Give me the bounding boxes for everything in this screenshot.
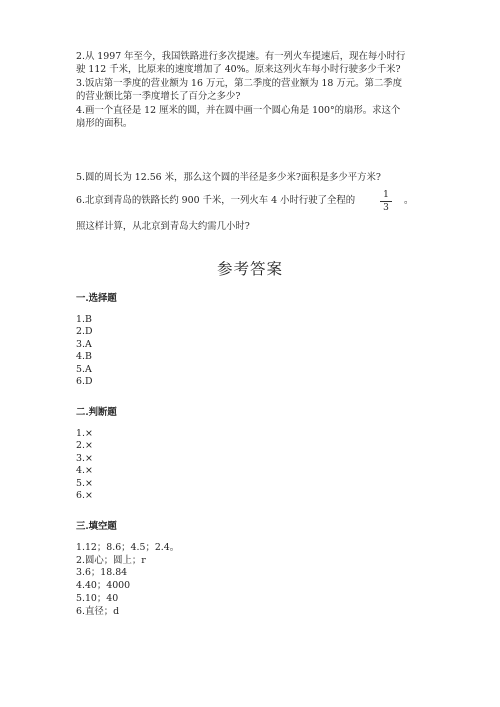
section-heading-judgement: 二.判断题 (76, 407, 117, 418)
question-2-line-2: 驶 112 千米，比原来的速度增加了 40%。原来这列火车每小时行驶多少千米? (76, 64, 401, 75)
question-5: 5.圆的周长为 12.56 米，那么这个圆的半径是多少米?面积是多少平方米? (76, 172, 381, 183)
answer-item: 6.D (76, 376, 93, 387)
answer-item: 3.× (76, 453, 93, 464)
fraction-denominator: 3 (383, 203, 389, 213)
answer-title: 参考答案 (216, 260, 283, 278)
fraction-numerator: 1 (383, 190, 389, 200)
answer-item: 3.A (76, 339, 92, 350)
section-heading-fill-blank: 三.填空题 (76, 521, 117, 532)
answer-item: 6.直径；d (76, 606, 120, 617)
answer-item: 4.× (76, 465, 93, 476)
question-4-line-2: 扇形的面积。 (76, 118, 133, 129)
answer-item: 3.6；18.84 (76, 567, 128, 578)
answer-item: 2.D (76, 326, 93, 337)
question-6-line-1: 6.北京到青岛的铁路长约 900 千米，一列火车 4 小时行驶了全程的 (76, 195, 356, 206)
answer-item: 2.× (76, 440, 93, 451)
fraction-one-third (380, 190, 392, 213)
answer-item: 1.× (76, 428, 93, 439)
answer-item: 5.× (76, 478, 93, 489)
answer-item: 4.B (76, 351, 92, 362)
question-6-line-2: 照这样计算，从北京到青岛大约需几小时? (76, 221, 250, 232)
answer-item: 6.× (76, 490, 93, 501)
answer-item: 5.A (76, 364, 92, 375)
answer-item: 2.圆心；圆上；r (76, 555, 146, 566)
question-3-line-1: 3.饭店第一季度的营业额为 16 万元，第二季度的营业额为 18 万元。第二季度 (76, 78, 402, 89)
question-6-end-mark: 。 (404, 195, 414, 206)
answer-item: 4.40；4000 (76, 580, 131, 591)
answer-item: 1.B (76, 314, 92, 325)
question-2-line-1: 2.从 1997 年至今，我国铁路进行多次提速。有一列火车提速后，现在每小时行 (76, 51, 406, 62)
section-heading-choice: 一.选择题 (76, 293, 117, 304)
answer-item: 1.12；8.6；4.5；2.4。 (76, 542, 180, 553)
fraction-bar (380, 201, 392, 202)
question-4-line-1: 4.画一个直径是 12 厘米的圆，并在圆中画一个圆心角是 100°的扇形。求这个 (76, 105, 401, 116)
question-3-line-2: 的营业额比第一季度增长了百分之多少? (76, 91, 241, 102)
answer-item: 5.10；40 (76, 593, 119, 604)
